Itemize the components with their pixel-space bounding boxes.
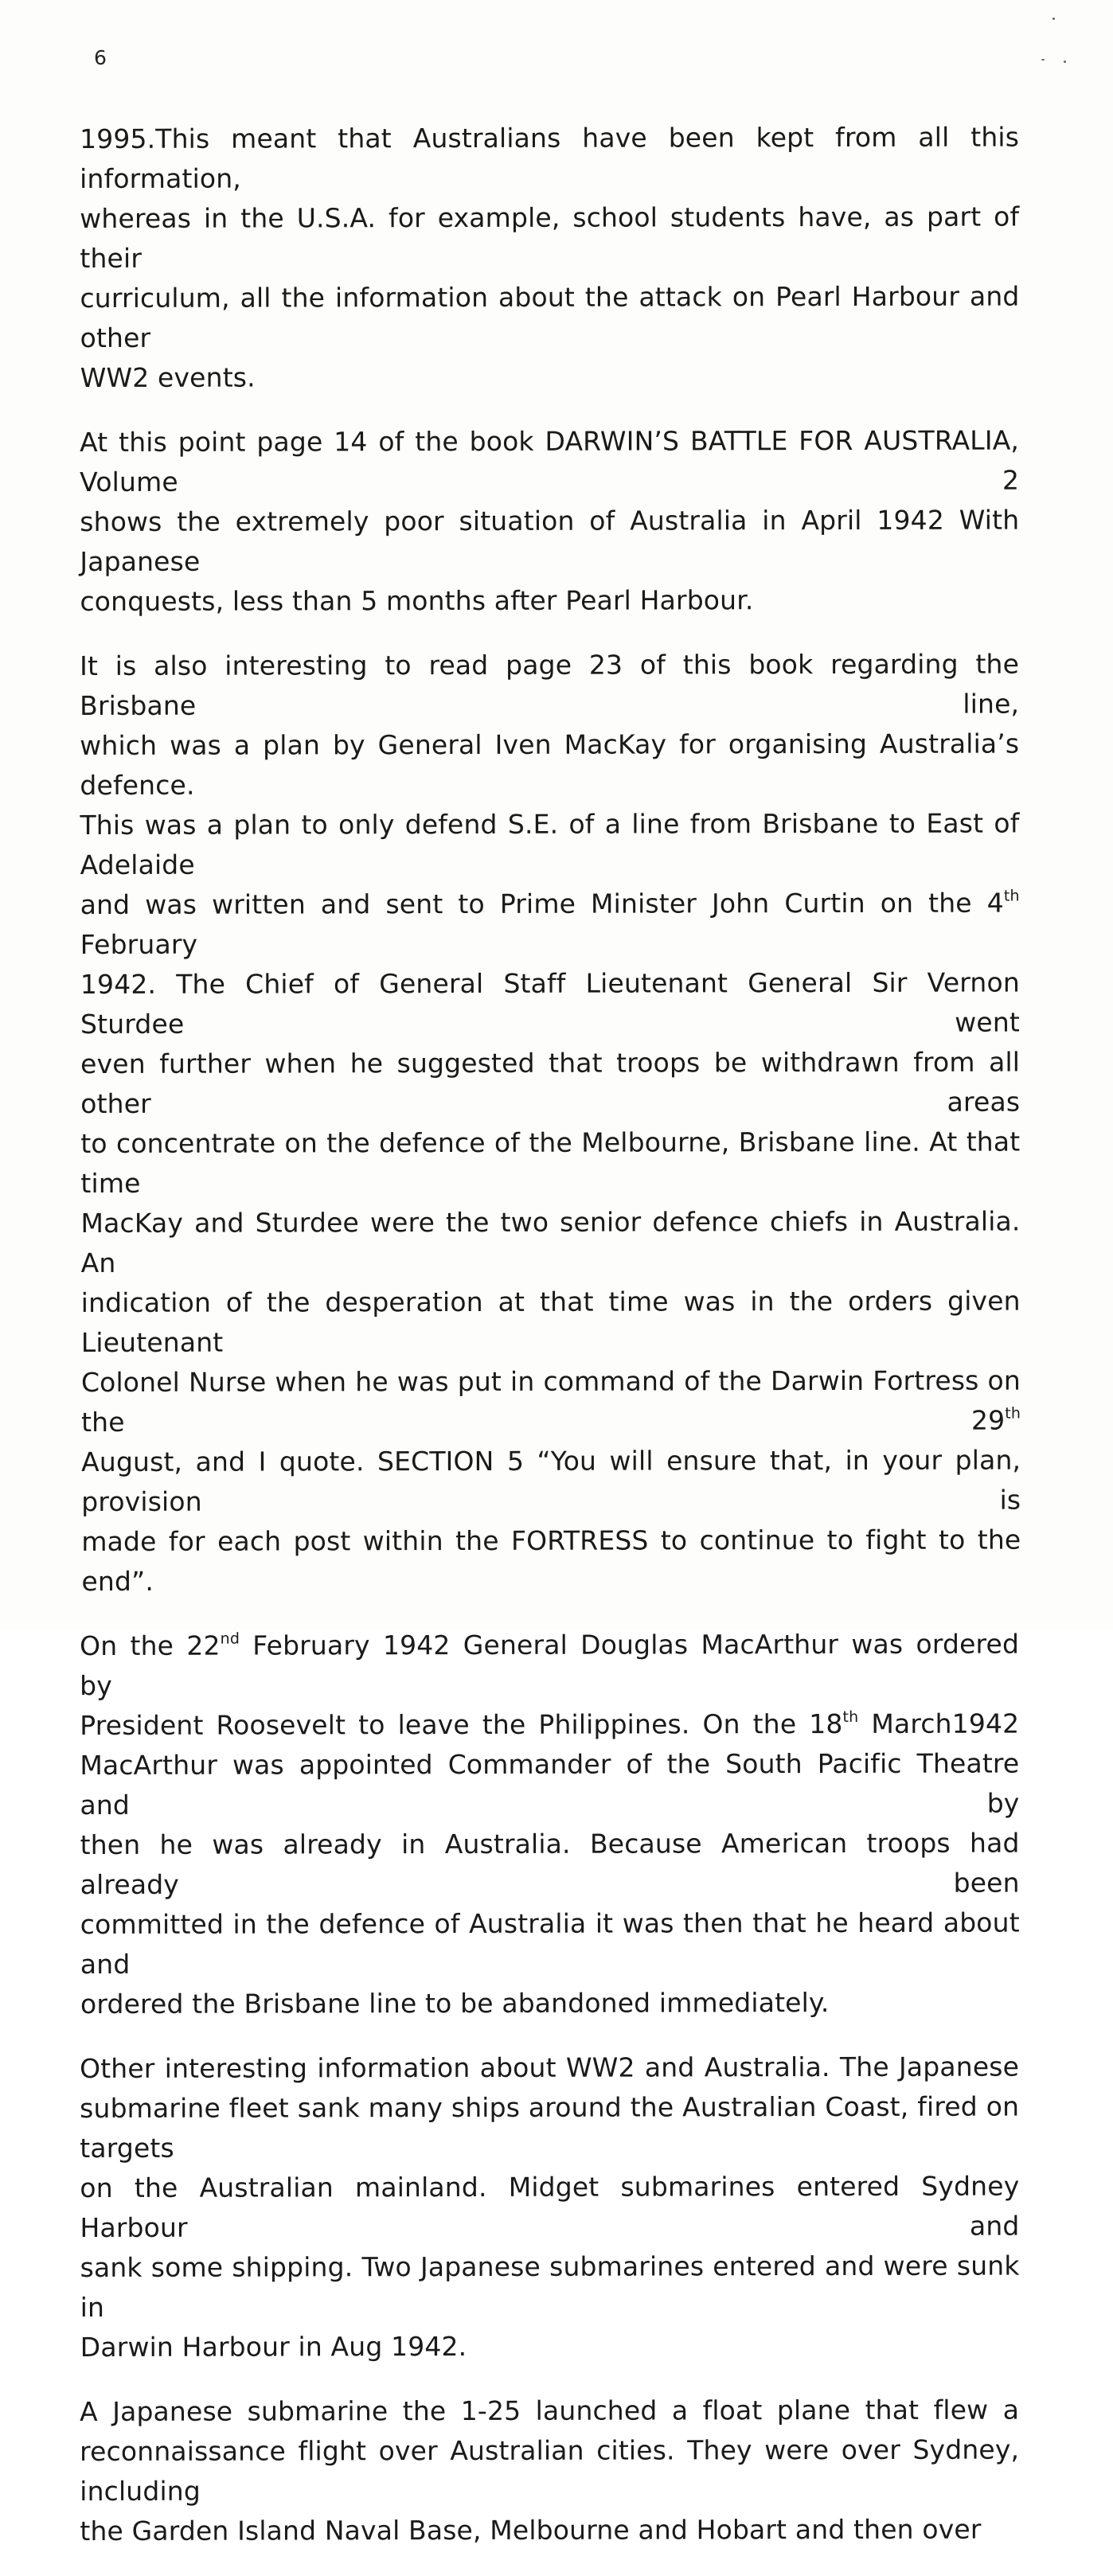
paragraph <box>80 421 1020 622</box>
line-text: February <box>80 929 198 960</box>
line-text: President Roosevelt to leave the Philippines. On the 18 <box>80 1708 842 1741</box>
text-line: 1942. The Chief of General Staff Lieutenant General Sir Vernon Sturdee went <box>80 963 1020 1044</box>
ordinal-superscript: th <box>1004 888 1020 905</box>
text-line: shows the extremely poor situation of Australia in April 1942 With Japanese <box>80 501 1019 582</box>
paragraph <box>80 2391 1019 2551</box>
text-line: MacKay and Sturdee were the two senior defence chiefs in Australia. An <box>80 1202 1020 1283</box>
paragraph <box>80 118 1020 398</box>
text-line: reconnaissance flight over Australian cities. They were over Sydney, including <box>80 2430 1019 2512</box>
text-line: then he was already in Australia. Because American troops had already been <box>80 1824 1020 1905</box>
text-line: At this point page 14 of the book DARWIN’S BATTLE FOR AUSTRALIA, Volume 2 <box>80 421 1019 502</box>
line-text: and was written and sent to Prime Minister John Curtin on the 4 <box>80 888 1004 920</box>
text-line: It is also interesting to read page 23 of this book regarding the Brisbane line, <box>80 645 1019 726</box>
text-line: indication of the desperation at that time was in the orders given Lieutenant <box>81 1282 1021 1363</box>
text-line: made for each post within the FORTRESS to continue to fight to the end”. <box>81 1520 1021 1602</box>
paragraph <box>80 1625 1020 2024</box>
text-line: whereas in the U.S.A. for example, school students have, as part of their <box>80 197 1019 279</box>
ordinal-superscript: nd <box>221 1630 240 1648</box>
text-line: August, and I quote. SECTION 5 “You will ensure that, in your plan, provision is <box>81 1441 1021 1522</box>
text-line: WW2 events. <box>80 357 1020 398</box>
text-line: This was a plan to only defend S.E. of a line from Brisbane to East of Adelaide <box>80 804 1019 885</box>
text-line: Other interesting information about WW2 and Australia. The Japanese <box>80 2047 1019 2089</box>
paragraph <box>80 2047 1020 2367</box>
text-line: on the Australian mainland. Midget submarines entered Sydney Harbour and <box>80 2167 1019 2248</box>
text-line <box>80 1625 1019 1706</box>
text-line: MacArthur was appointed Commander of the South Pacific Theatre and by <box>80 1744 1019 1825</box>
text-line: conquests, less than 5 months after Pearl Harbour. <box>80 580 1019 622</box>
text-line: committed in the defence of Australia it was then that he heard about and <box>80 1903 1020 1985</box>
scan-speck <box>1041 59 1045 60</box>
line-text: On the 22 <box>80 1630 221 1661</box>
line-text: February 1942 General Douglas MacArthur was ordered by <box>80 1629 1019 1701</box>
text-line: sank some shipping. Two Japanese submarines entered and were sunk in <box>80 2246 1020 2328</box>
scan-speck <box>1052 18 1055 20</box>
ordinal-superscript: th <box>842 1708 858 1726</box>
scan-speck <box>1064 60 1066 63</box>
body-text <box>80 119 1019 2576</box>
text-line: submarine fleet sank many ships around the Australian Coast, fired on targets <box>80 2087 1019 2168</box>
line-text: March1942 <box>858 1708 1019 1739</box>
text-line <box>80 884 1020 965</box>
text-line: Darwin Harbour in Aug 1942. <box>80 2326 1020 2367</box>
text-line <box>81 1361 1021 1442</box>
text-line: even further when he suggested that troops be withdrawn from all other areas <box>80 1043 1020 1124</box>
text-line: ordered the Brisbane line to be abandoned immediately. <box>80 1983 1020 2024</box>
ordinal-superscript: th <box>1005 1405 1021 1423</box>
line-text: Colonel Nurse when he was put in command of the Darwin Fortress on the 29 <box>81 1365 1021 1438</box>
text-line: 1995.This meant that Australians have been kept from all this information, <box>80 118 1019 199</box>
text-line: curriculum, all the information about the attack on Pearl Harbour and other <box>80 277 1019 358</box>
text-line: A Japanese submarine the 1-25 launched a float plane that flew a <box>80 2391 1019 2432</box>
text-line: to concentrate on the defence of the Melbourne, Brisbane line. At that time <box>80 1122 1020 1204</box>
paragraph <box>80 645 1021 1602</box>
text-line <box>80 1704 1019 1746</box>
text-line: the Garden Island Naval Base, Melbourne and Hobart and then over <box>80 2510 1019 2551</box>
page-number: 6 <box>94 46 107 69</box>
text-line: which was a plan by General Iven MacKay for organising Australia’s defence. <box>80 724 1019 806</box>
